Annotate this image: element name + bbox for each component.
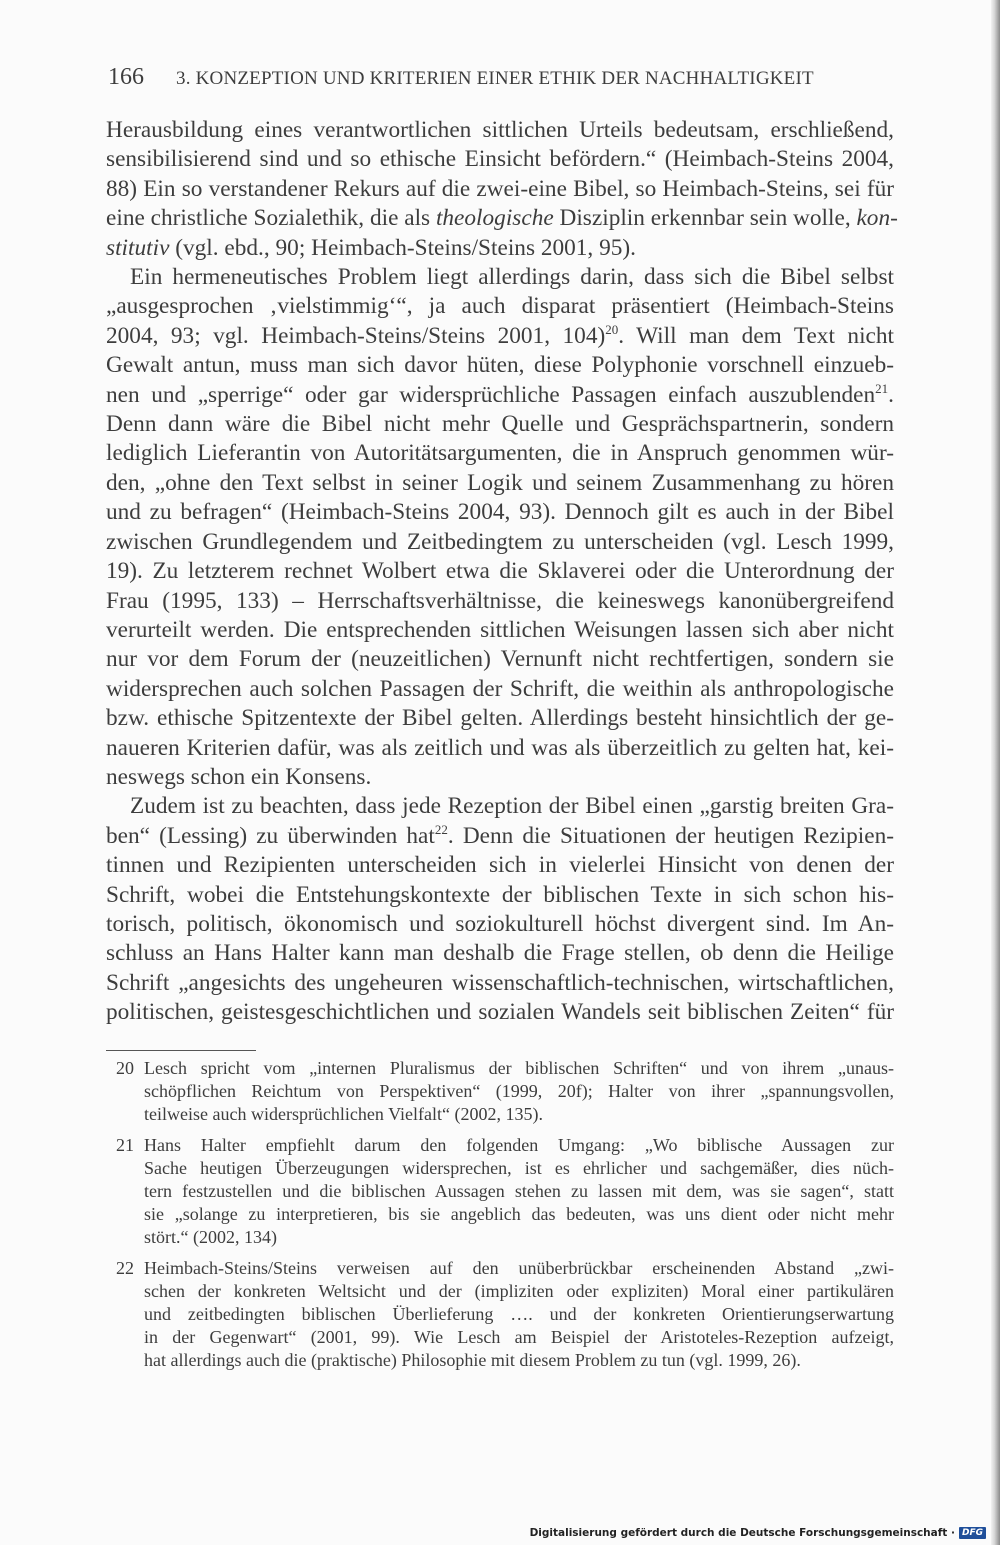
text-fragment: . Will man dem Text nicht bbox=[618, 322, 894, 349]
footnote-ref-21[interactable]: 21 bbox=[875, 380, 889, 396]
text-line: den, „ohne den Text selbst in seiner Logik und seinem Zusammenhang zu hören bbox=[106, 469, 894, 496]
paragraph-3 bbox=[106, 792, 894, 1027]
credit-text: Digitalisierung gefördert durch die Deutsche Forschungsgemeinschaft · bbox=[529, 1527, 955, 1539]
footnote-21 bbox=[106, 1134, 894, 1250]
text-line: sensibilisierend sind und so ethische Einsicht befördern.“ (Heimbach-Steins 2004, bbox=[106, 146, 894, 173]
footnote-ref-20[interactable]: 20 bbox=[605, 321, 619, 337]
footnote-line: Lesch spricht vom „internen Pluralismus der biblischen Schriften“ und von ihrem „unaus- bbox=[144, 1058, 894, 1078]
footnote-line: stört.“ (2002, 134) bbox=[144, 1227, 277, 1248]
footnote-line: sie „solange zu interpretieren, bis sie angeblich das bedeuten, was uns dient oder nicht mehr bbox=[144, 1204, 894, 1225]
text-line: Zudem ist zu beachten, dass jede Rezeption der Bibel einen „garstig breiten Gra- bbox=[130, 793, 894, 820]
page-number: 166 bbox=[108, 64, 144, 90]
text-line: lediglich Lieferantin von Autoritätsargumenten, die in Anspruch genommen wür- bbox=[106, 440, 894, 467]
text-line: und zu befragen“ (Heimbach-Steins 2004, 93). Dennoch gilt es auch in der Bibel bbox=[106, 499, 894, 526]
footnote-line: tern festzustellen und die biblischen Aussagen stehen zu lassen mit dem, was sie sagen“, statt bbox=[144, 1181, 894, 1202]
footnote-line: Heimbach-Steins/Steins verweisen auf den unüberbrückbar erscheinenden Abstand „zwi- bbox=[144, 1257, 894, 1278]
text-line: neswegs schon ein Konsens. bbox=[106, 763, 372, 790]
footnote-separator bbox=[106, 1050, 256, 1051]
footnote-line: und zeitbedingten biblischen Überlieferung …. und der konkreten Orientierungserwartung bbox=[144, 1304, 894, 1325]
text-line: „ausgesprochen ‚vielstimmig‘“, ja auch disparat präsentiert (Heimbach-Steins bbox=[106, 293, 894, 320]
emphasis: theologische bbox=[435, 205, 554, 232]
paragraph-1 bbox=[106, 116, 898, 263]
text-line: 88) Ein so verstandener Rekurs auf die zwei-eine Bibel, so Heimbach-Steins, sei für bbox=[106, 175, 894, 202]
footnote-line: schen der konkreten Weltsicht und der (impliziten oder expliziten) Moral einer partikulären bbox=[144, 1280, 894, 1301]
footnote-line: Sache heutigen Überzeugungen widersprechen, ist es ehrlicher und sachgemäßer, dies nüch- bbox=[144, 1157, 894, 1178]
footnote-line: hat allerdings auch die (praktische) Philosophie mit diesem Problem zu tun (vgl. 1999, 26). bbox=[144, 1350, 801, 1371]
text-line: Schrift „angesichts des ungeheuren wissenschaftlich-technischen, wirtschaftlichen, bbox=[106, 969, 894, 996]
footnote-line: teilweise auch widersprüchlichen Vielfalt“ (2002, 135). bbox=[144, 1104, 543, 1125]
main-text bbox=[106, 116, 898, 1028]
text-line: nur vor dem Forum der (neuzeitlichen) Vernunft nicht rechtfertigen, sondern sie bbox=[106, 646, 894, 673]
running-header bbox=[108, 62, 898, 94]
footnotes bbox=[106, 1057, 894, 1380]
footnote-line: schöpflichen Reichtum von Perspektiven“ (1999, 20f); Halter von ihrer „spannungsvollen, bbox=[144, 1081, 894, 1102]
text-line: Schrift, wobei die Entstehungskontexte der biblischen Texte in sich schon his- bbox=[106, 881, 894, 908]
text-line: naueren Kriterien dafür, was als zeitlich und was als überzeitlich zu gelten hat, kei- bbox=[106, 734, 894, 761]
text-line: Herausbildung eines verantwortlichen sittlichen Urteils bedeutsam, erschließend, bbox=[106, 117, 894, 143]
footnote-number: 20 bbox=[116, 1058, 134, 1078]
running-title: 3. KONZEPTION UND KRITERIEN EINER ETHIK DER NACHHALTIGKEIT bbox=[176, 68, 814, 89]
footnote-line: Hans Halter empfiehlt darum den folgenden Umgang: „Wo biblische Aussagen zur bbox=[144, 1134, 894, 1155]
text-line: verurteilt werden. Die entsprechenden sittlichen Weisungen lassen sich aber nicht bbox=[106, 616, 894, 643]
text-line bbox=[106, 822, 894, 851]
dfg-logo: DFG bbox=[959, 1527, 986, 1539]
text-fragment: ben“ (Lessing) zu überwinden hat bbox=[106, 822, 435, 849]
text-line bbox=[106, 381, 894, 410]
text-fragment: eine christliche Sozialethik, die als bbox=[106, 205, 436, 232]
text-fragment: . Denn die Situationen der heutigen Rezipien- bbox=[447, 822, 894, 849]
text-fragment: (vgl. ebd., 90; Heimbach-Steins/Steins 2001, 95). bbox=[169, 234, 636, 261]
footnote-ref-22[interactable]: 22 bbox=[434, 821, 448, 837]
text-line: Gewalt antun, muss man sich davor hüten, diese Polyphonie vorschnell einzueb- bbox=[106, 352, 894, 379]
text-fragment: 2004, 93; vgl. Heimbach-Steins/Steins 2001, 104) bbox=[106, 322, 606, 349]
text-line: tinnen und Rezipienten unterscheiden sich in vielerlei Hinsicht von denen der bbox=[106, 852, 894, 879]
text-line bbox=[106, 322, 894, 351]
text-line: Frau (1995, 133) – Herrschaftsverhältnisse, die keineswegs kanonübergreifend bbox=[106, 587, 894, 614]
footnote-number: 21 bbox=[116, 1134, 134, 1155]
footnote-22 bbox=[106, 1257, 894, 1373]
text-line bbox=[106, 234, 894, 263]
emphasis: stitutiv bbox=[106, 234, 170, 261]
text-fragment: . bbox=[888, 381, 894, 408]
emphasis: kon- bbox=[856, 205, 898, 232]
footnote-20 bbox=[106, 1057, 894, 1127]
text-line: politischen, geistesgeschichtlichen und sozialen Wandels seit biblischen Zeiten“ für bbox=[106, 999, 894, 1026]
text-line bbox=[106, 204, 898, 233]
page-edge-shadow bbox=[991, 0, 1000, 1545]
text-line: bzw. ethische Spitzentexte der Bibel gelten. Allerdings besteht hinsichtlich der ge- bbox=[106, 705, 894, 732]
text-line: widersprechen auch solchen Passagen der Schrift, die weithin als anthropologische bbox=[106, 675, 894, 702]
footnote-number: 22 bbox=[116, 1257, 134, 1278]
paragraph-2 bbox=[106, 263, 894, 792]
digitization-credit bbox=[530, 1527, 986, 1539]
text-fragment: Disziplin erkennbar sein wolle, bbox=[553, 205, 857, 232]
text-line: torisch, politisch, ökonomisch und soziokulturell höchst divergent sind. Im An- bbox=[106, 910, 894, 937]
text-line: Ein hermeneutisches Problem liegt allerdings darin, dass sich die Bibel selbst bbox=[130, 264, 894, 291]
text-fragment: nen und „sperrige“ oder gar widersprüchliche Passagen einfach auszublenden bbox=[106, 381, 876, 408]
text-line: zwischen Grundlegendem und Zeitbedingtem zu unterscheiden (vgl. Lesch 1999, bbox=[106, 528, 894, 555]
footnote-line: in der Gegenwart“ (2001, 99). Wie Lesch am Beispiel der Aristoteles-Rezeption aufzeigt, bbox=[144, 1327, 894, 1348]
text-line: 19). Zu letzterem rechnet Wolbert etwa die Sklaverei oder die Unterordnung der bbox=[106, 558, 894, 585]
text-line: Denn dann wäre die Bibel nicht mehr Quelle und Gesprächspartnerin, sondern bbox=[106, 411, 894, 438]
text-line: schluss an Hans Halter kann man deshalb die Frage stellen, ob denn die Heilige bbox=[106, 940, 894, 967]
